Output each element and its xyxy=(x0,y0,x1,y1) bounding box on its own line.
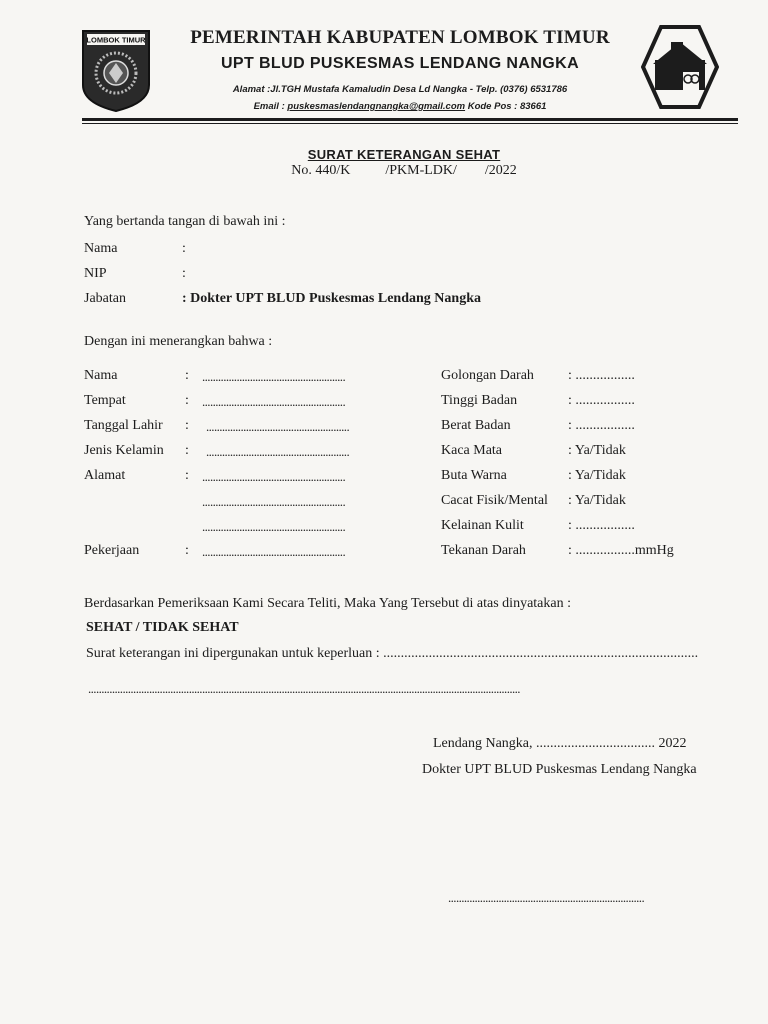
email-label: Email : xyxy=(253,101,288,112)
intro-text: Yang bertanda tangan di bawah ini : xyxy=(84,214,286,229)
signer-role: Dokter UPT BLUD Puskesmas Lendang Nangka xyxy=(422,762,697,777)
patient-name-label: Nama xyxy=(84,368,118,383)
patient-name-colon: : xyxy=(185,368,189,383)
patient-address-field-3: ...................................................... xyxy=(202,519,346,534)
patient-address-label: Alamat xyxy=(84,468,126,483)
patient-occupation-colon: : xyxy=(185,543,189,558)
patient-gender-label: Jenis Kelamin xyxy=(84,443,164,458)
postal-code: Kode Pos : 83661 xyxy=(465,101,547,112)
patient-place-label: Tempat xyxy=(84,393,126,408)
email-line xyxy=(165,101,635,112)
declare-text: Dengan ini menerangkan bahwa : xyxy=(84,334,273,349)
patient-address-field: ...................................................... xyxy=(202,469,346,484)
glasses-label: Kaca Mata xyxy=(441,443,503,458)
color-blind-value: : Ya/Tidak xyxy=(568,468,626,483)
health-result: SEHAT / TIDAK SEHAT xyxy=(86,620,239,635)
patient-name-field: ...................................................... xyxy=(202,369,346,384)
patient-address-colon: : xyxy=(185,468,189,483)
signer-name-colon: : xyxy=(182,241,186,256)
signer-nip-label: NIP xyxy=(84,266,107,281)
skin-disorder-value: : ................. xyxy=(568,518,635,533)
weight-value: : ................. xyxy=(568,418,635,433)
government-name: PEMERINTAH KABUPATEN LOMBOK TIMUR xyxy=(190,27,610,48)
patient-address-field-2: ...................................................... xyxy=(202,494,346,509)
patient-occupation-field: ...................................................... xyxy=(202,544,346,559)
blood-type-label: Golongan Darah xyxy=(441,368,534,383)
skin-disorder-label: Kelainan Kulit xyxy=(441,518,524,533)
weight-label: Berat Badan xyxy=(441,418,511,433)
height-label: Tinggi Badan xyxy=(441,393,518,408)
patient-birthdate-label: Tanggal Lahir xyxy=(84,418,163,433)
blood-pressure-label: Tekanan Darah xyxy=(441,543,526,558)
letterhead-rule-thin xyxy=(82,123,738,124)
patient-birthdate-colon: : xyxy=(185,418,189,433)
emblem-label: LOMBOK TIMUR xyxy=(86,35,146,45)
signer-name-label: Nama xyxy=(84,241,118,256)
document-title: SURAT KETERANGAN SEHAT xyxy=(307,147,501,162)
blood-pressure-value: : .................mmHg xyxy=(568,543,674,558)
conclusion-text: Berdasarkan Pemeriksaan Kami Secara Teliti, Maka Yang Tersebut di atas dinyatakan : xyxy=(84,596,571,611)
lombok-timur-emblem xyxy=(79,27,153,113)
puskesmas-logo xyxy=(641,24,719,110)
signer-position-value: : Dokter UPT BLUD Puskesmas Lendang Nangka xyxy=(182,291,481,306)
disability-label: Cacat Fisik/Mental xyxy=(441,493,548,508)
patient-birthdate-field: ...................................................... xyxy=(206,419,350,434)
patient-occupation-label: Pekerjaan xyxy=(84,543,140,558)
place-date: Lendang Nangka, .................................. 2022 xyxy=(433,736,687,751)
patient-gender-colon: : xyxy=(185,443,189,458)
address-line: Alamat :Jl.TGH Mustafa Kamaludin Desa Ld Nangka - Telp. (0376) 6531786 xyxy=(232,84,568,95)
signer-nip-colon: : xyxy=(182,266,186,281)
signature-line: .......................................................................... xyxy=(448,890,645,905)
purpose-line: ................................................................................................................................................................... xyxy=(88,681,520,696)
glasses-value: : Ya/Tidak xyxy=(568,443,626,458)
patient-place-colon: : xyxy=(185,393,189,408)
letterhead-rule-thick xyxy=(82,118,738,121)
email-address: puskesmaslendangnangka@gmail.com xyxy=(287,101,466,112)
color-blind-label: Buta Warna xyxy=(441,468,507,483)
blood-type-value: : ................. xyxy=(568,368,635,383)
signer-position-label: Jabatan xyxy=(84,291,126,306)
patient-gender-field: ...................................................... xyxy=(206,444,350,459)
height-value: : ................. xyxy=(568,393,635,408)
patient-place-field: ...................................................... xyxy=(202,394,346,409)
institution-name: UPT BLUD PUSKESMAS LENDANG NANGKA xyxy=(220,55,580,72)
purpose-text: Surat keterangan ini dipergunakan untuk keperluan : .......................................................................................... xyxy=(86,646,699,661)
document-number: No. 440/K /PKM-LDK/ /2022 xyxy=(291,163,517,178)
disability-value: : Ya/Tidak xyxy=(568,493,626,508)
